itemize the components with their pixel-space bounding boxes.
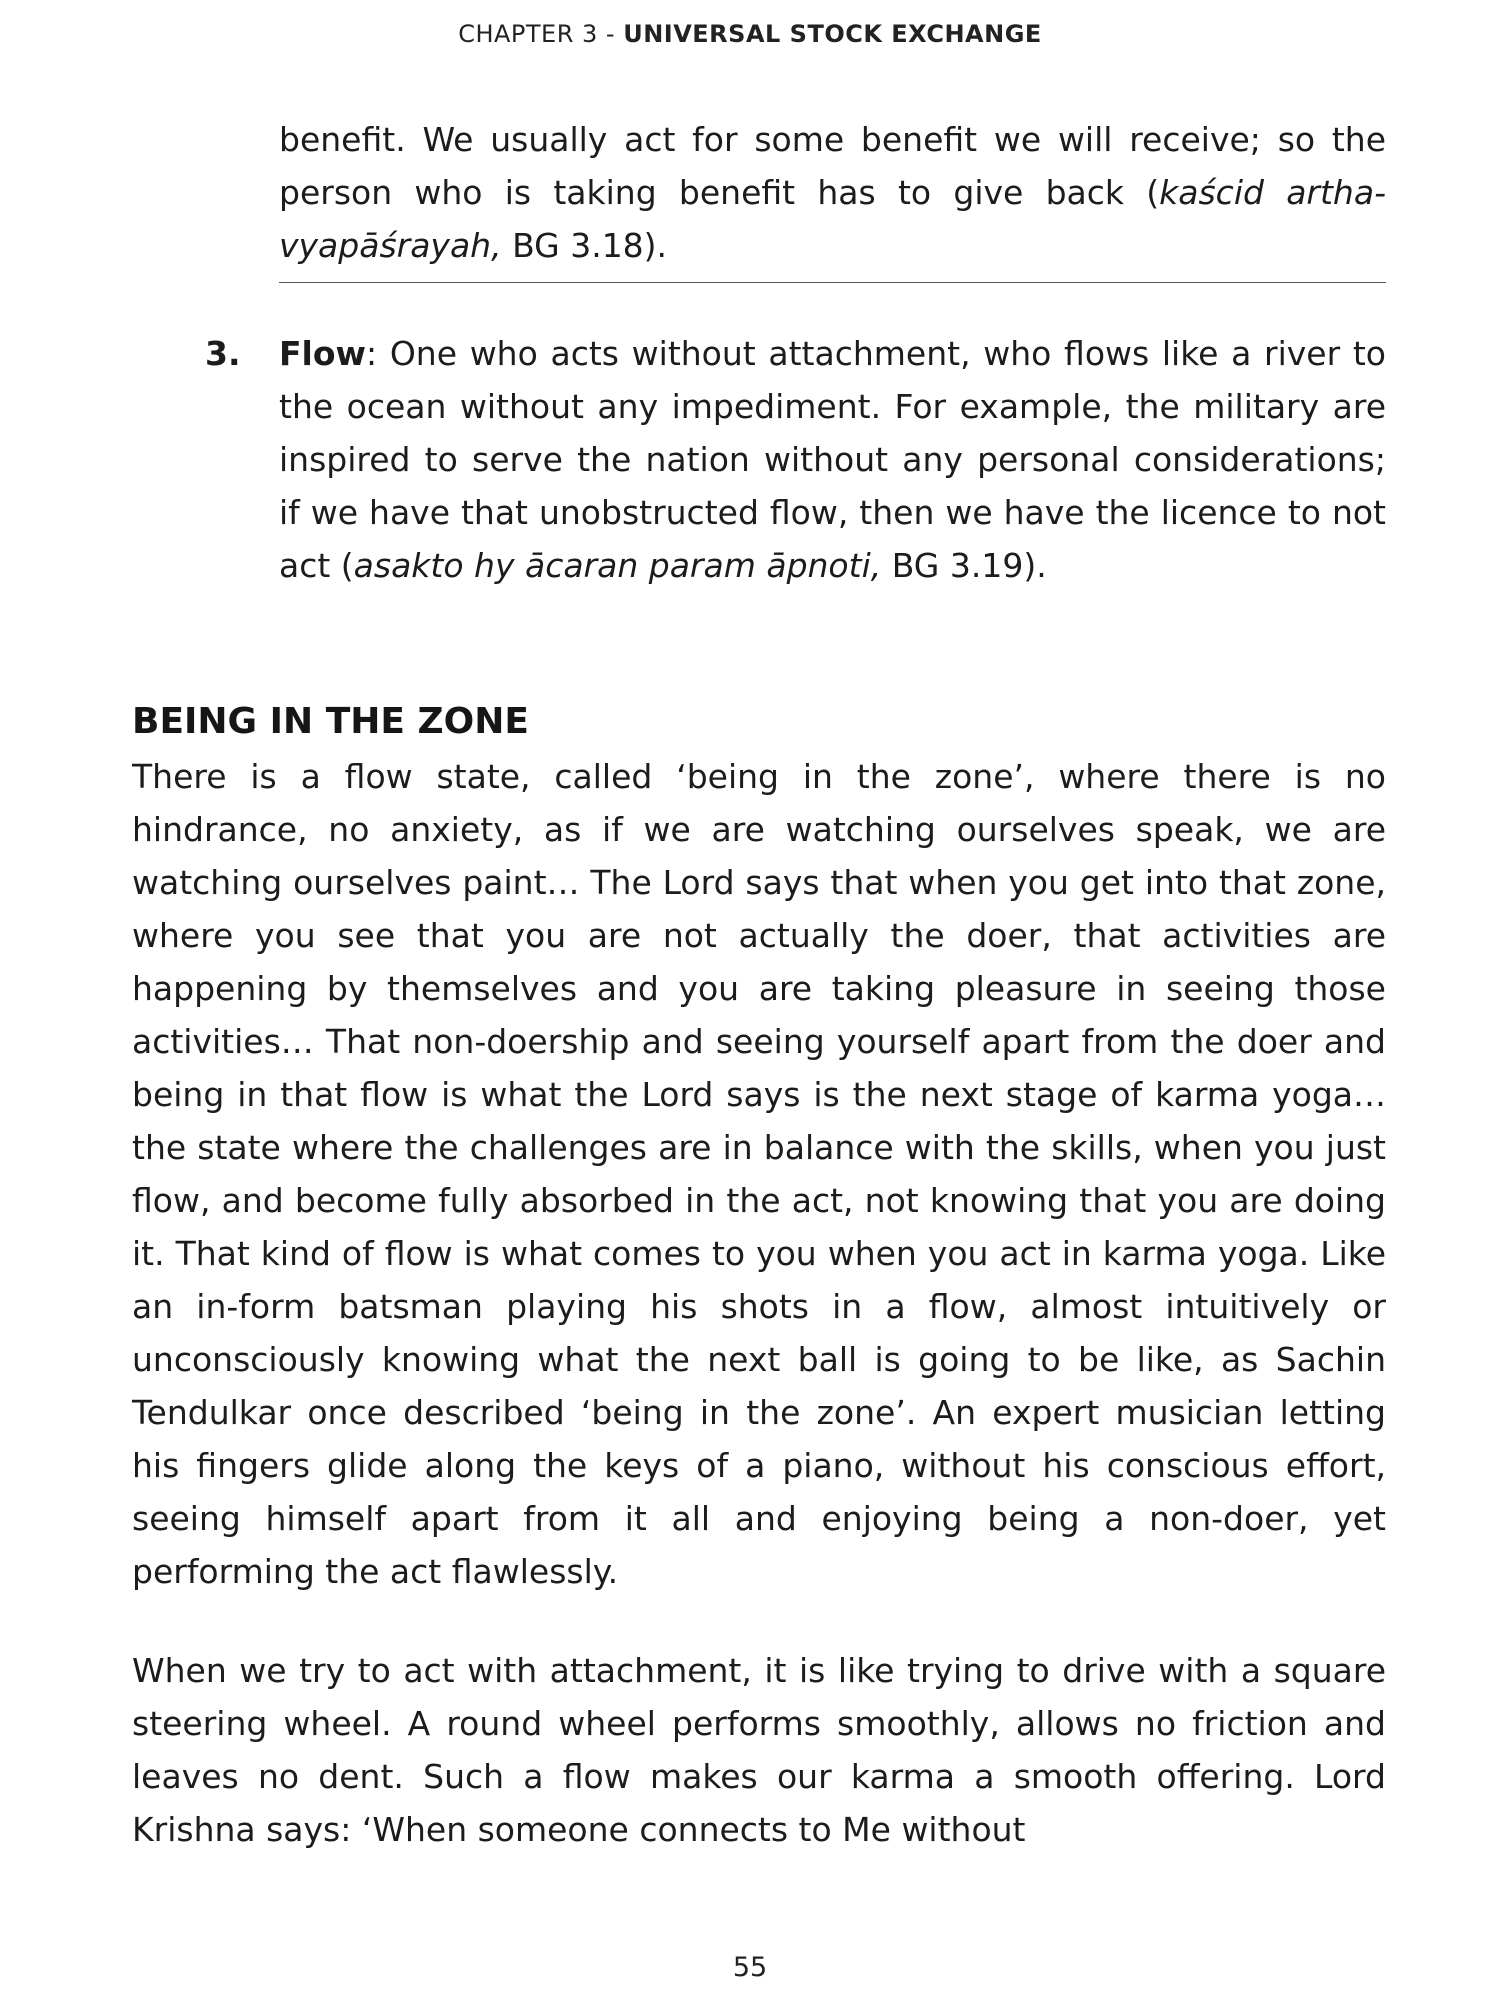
running-head — [0, 20, 1500, 48]
body-paragraph-zone: There is a flow state, called ‘being in the zone’, where there is no hindrance, no anxiety, as if we are watching ourselves speak, we are watching ourselves paint… The Lord says that when you get into that zone, where you see that you are not actually the doer, that activities are happening by themselves and you are taking pleasure in seeing those activities… That non-doership and seeing yourself apart from the doer and being in that flow is what the Lord says is the next stage of karma yoga… the state where the challenges are in balance with the skills, when you just flow, and become fully absorbed in the act, not knowing that you are doing it. That kind of flow is what comes to you when you act in karma yoga. Like an in-form batsman playing his shots in a flow, almost intuitively or unconsciously knowing what the next ball is going to be like, as Sachin Tendulkar once described ‘being in the zone’. An expert musician letting his fingers glide along the keys of a piano, without his conscious effort, seeing himself apart from it all and enjoying being a non-doer, yet performing the act flawlessly. — [132, 757, 1386, 1591]
intro-text: benefit. We usually act for some benefit we will receive; so the person who is taking benefit has to give back ( — [279, 120, 1386, 212]
body-paragraph-steering: When we try to act with attachment, it is like trying to drive with a square steering wheel. A round wheel performs smoothly, allows no friction and leaves no dent. Such a flow makes our karma a smooth offering. Lord Krishna says: ‘When someone connects to Me without — [132, 1651, 1386, 1849]
list-item-sanskrit-quote: asakto hy ācaran param āpnoti, — [353, 546, 882, 585]
list-item-text: : One who acts without attachment, who flows like a river to the ocean without any impediment. For example, the military are inspired to serve the nation without any personal considerations; if we have that unobstructed flow, then we have the licence to not act ( — [279, 334, 1386, 585]
intro-sanskrit-quote: kaścid artha-vyapāśrayah, — [279, 173, 1386, 265]
chapter-label: CHAPTER 3 - — [458, 20, 624, 48]
list-number: 3. — [205, 334, 241, 373]
separator-rule — [279, 282, 1386, 283]
page-number: 55 — [732, 1952, 768, 1983]
intro-paragraph — [279, 113, 1386, 272]
list-item-flow — [279, 327, 1386, 592]
list-item-reference: BG 3.19). — [881, 546, 1047, 585]
list-item-term: Flow — [279, 334, 367, 373]
intro-reference: BG 3.18). — [501, 226, 668, 265]
chapter-title: UNIVERSAL STOCK EXCHANGE — [623, 20, 1042, 48]
section-heading: BEING IN THE ZONE — [132, 701, 529, 742]
